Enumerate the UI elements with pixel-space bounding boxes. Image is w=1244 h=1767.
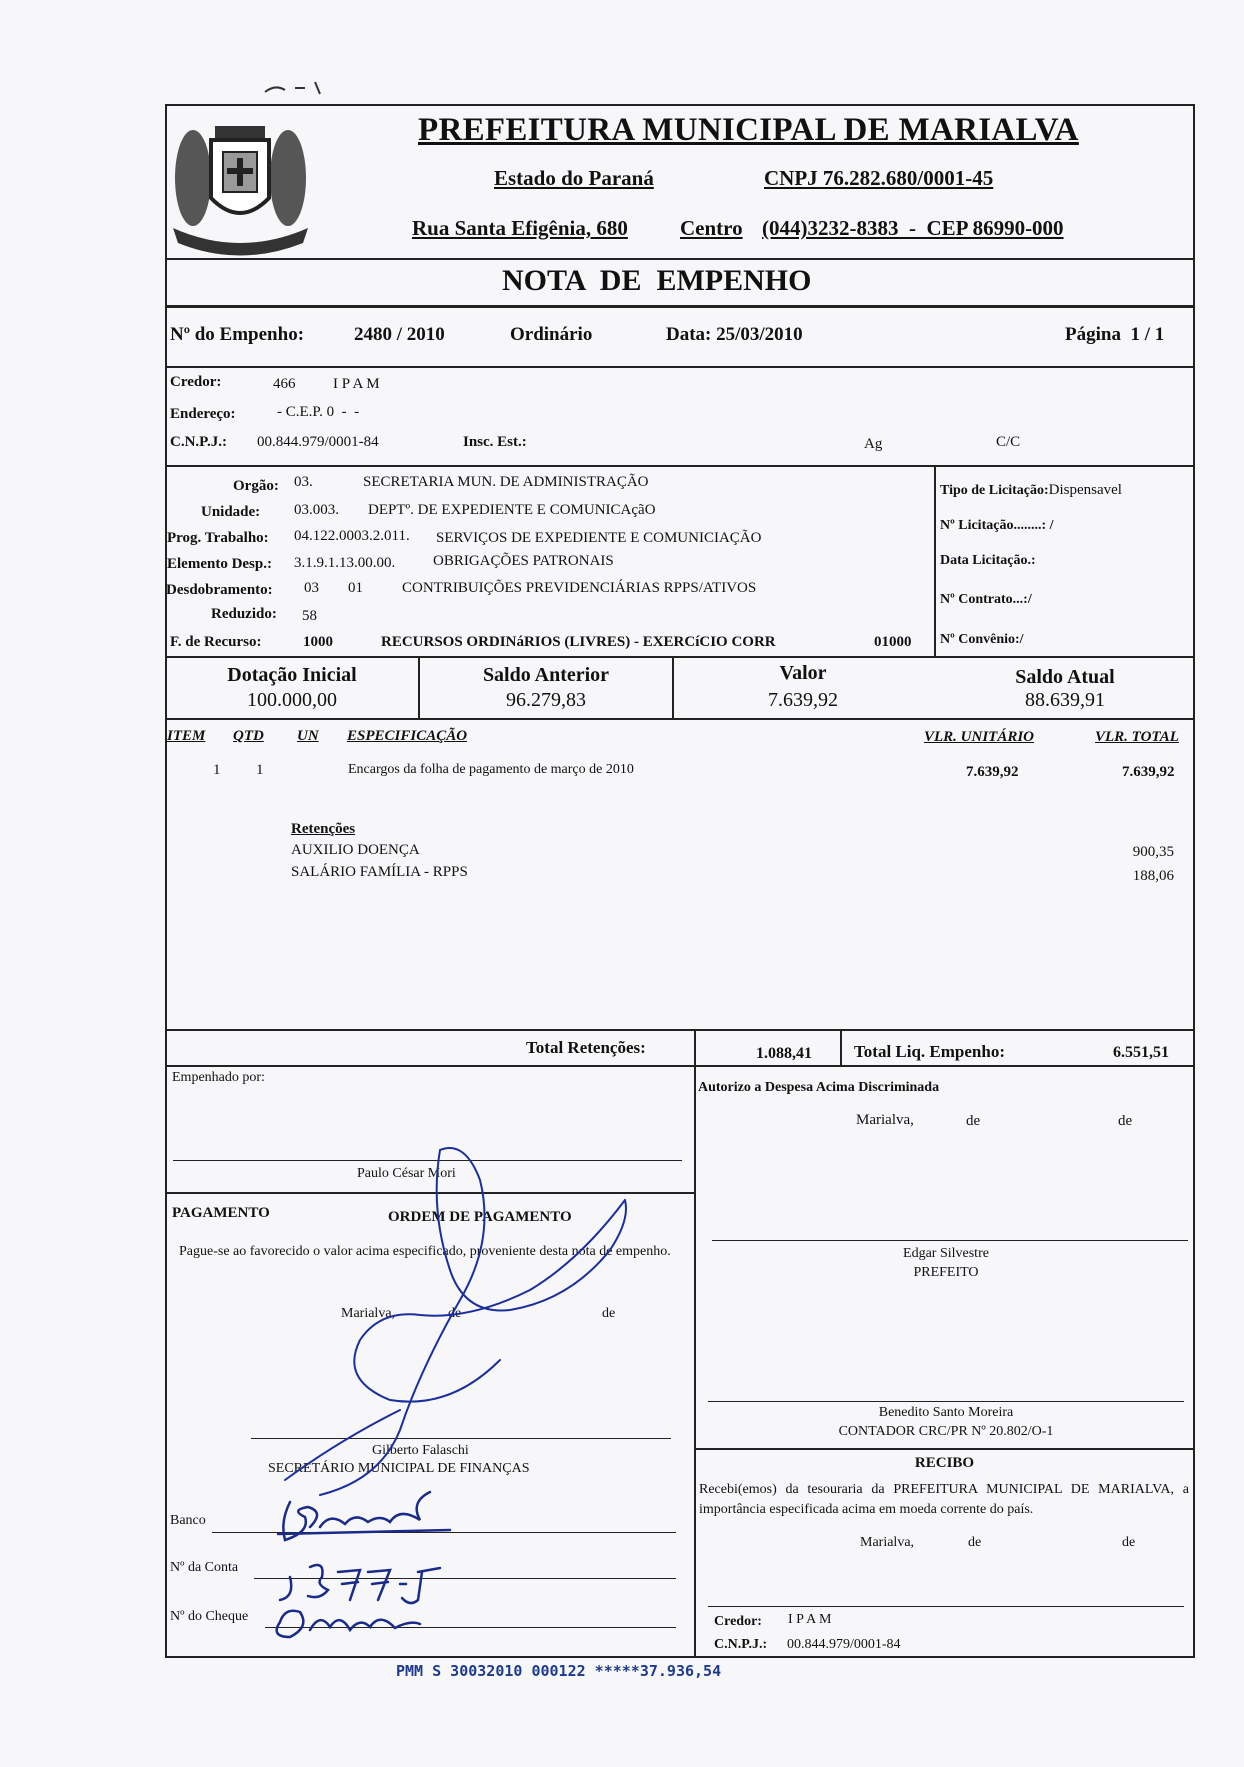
credor-code: 466 xyxy=(273,376,296,392)
insc-est-label: Insc. Est.: xyxy=(463,434,527,450)
autorizo-de-1: de xyxy=(966,1113,981,1129)
col-vlr-unitario: VLR. UNITÁRIO xyxy=(924,729,1035,745)
divider xyxy=(694,1065,696,1658)
recibo-cnpj-value: 00.844.979/0001-84 xyxy=(787,1637,901,1652)
autorizo-city: Marialva, xyxy=(856,1112,914,1128)
divider xyxy=(934,465,936,656)
divider xyxy=(840,1029,842,1065)
secretario-role: SECRETÁRIO MUNICIPAL DE FINANÇAS xyxy=(268,1461,530,1476)
recibo-title: RECIBO xyxy=(914,1455,975,1471)
coat-of-arms-logo xyxy=(163,108,318,258)
elemento-code: 3.1.9.1.13.00.00. xyxy=(294,555,396,571)
fonte-recurso-label: F. de Recurso: xyxy=(170,634,262,650)
recibo-credor-label: Credor: xyxy=(714,1614,762,1629)
contador-name: Benedito Santo Moreira xyxy=(878,1405,1014,1420)
col-qtd: QTD xyxy=(233,728,264,744)
elemento-label: Elemento Desp.: xyxy=(167,556,272,572)
col-un: UN xyxy=(297,728,319,744)
contador-role: CONTADOR CRC/PR Nº 20.802/O-1 xyxy=(838,1424,1054,1439)
scan-mark xyxy=(260,78,330,100)
retencao-value: 188,06 xyxy=(1132,868,1174,884)
prefeito-role: PREFEITO xyxy=(913,1265,979,1280)
doc-title: NOTA DE EMPENHO xyxy=(502,264,812,297)
pagamento-label: PAGAMENTO xyxy=(172,1205,270,1221)
pagamento-de-2: de xyxy=(602,1306,616,1321)
pagamento-de-1: de xyxy=(448,1306,462,1321)
empenho-type: Ordinário xyxy=(510,324,593,345)
autorizo-de-2: de xyxy=(1118,1113,1133,1129)
header-state: Estado do Paraná xyxy=(494,166,654,190)
unidade-name: DEPTº. DE EXPEDIENTE E COMUNICAçãO xyxy=(368,502,656,518)
total-liquido-value: 6.551,51 xyxy=(1113,1044,1169,1061)
cheque-label: Nº do Cheque xyxy=(170,1609,249,1624)
ordem-pagamento-title: ORDEM DE PAGAMENTO xyxy=(388,1209,572,1225)
divider xyxy=(165,305,1195,308)
retencao-value: 900,35 xyxy=(1132,844,1174,860)
signature-line xyxy=(712,1240,1188,1241)
endereco-label: Endereço: xyxy=(170,406,236,422)
recibo-text: Recebi(emos) da tesouraria da PREFEITURA MUNICIPAL DE MARIALVA, a importância especificada acima em moeda corrente do país. xyxy=(699,1482,1189,1517)
numero-convenio: Nº Convênio:/ xyxy=(940,632,1024,647)
data-licitacao: Data Licitação.: xyxy=(940,553,1036,568)
prog-trabalho-label: Prog. Trabalho: xyxy=(167,530,269,546)
header-title: PREFEITURA MUNICIPAL DE MARIALVA xyxy=(418,112,1079,148)
valor-value: 7.639,92 xyxy=(768,689,838,711)
conta-label: Nº da Conta xyxy=(170,1560,239,1575)
divider xyxy=(165,718,1195,720)
divider xyxy=(694,1448,1195,1450)
cnpj-label: C.N.P.J.: xyxy=(170,434,227,450)
desdobramento-name: CONTRIBUIÇÕES PREVIDENCIÁRIAS RPPS/ATIVOS xyxy=(402,580,757,596)
recibo-de-1: de xyxy=(968,1535,982,1550)
retencoes-title: Retenções xyxy=(291,821,356,837)
divider xyxy=(165,1065,1195,1067)
account-label: C/C xyxy=(996,434,1021,450)
item-unit-value: 7.639,92 xyxy=(966,764,1019,780)
saldo-atual-value: 88.639,91 xyxy=(1025,689,1105,711)
signature-line xyxy=(708,1606,1184,1607)
desdobramento-code-2: 01 xyxy=(348,580,363,596)
saldo-anterior-value: 96.279,83 xyxy=(506,689,586,711)
total-liquido-label: Total Liq. Empenho: xyxy=(854,1042,1005,1061)
agency-label: Ag xyxy=(864,436,883,452)
header-address: Rua Santa Efigênia, 680 xyxy=(412,216,628,240)
col-item: ITEM xyxy=(167,728,206,744)
col-especificacao: ESPECIFICAÇÃO xyxy=(347,728,468,744)
reduzido-label: Reduzido: xyxy=(211,606,277,622)
header-phone-cep: (044)3232-8383 - CEP 86990-000 xyxy=(762,216,1064,240)
prog-trabalho-code: 04.122.0003.2.011. xyxy=(294,528,410,544)
item-qtd: 1 xyxy=(256,762,264,778)
divider xyxy=(165,1029,1195,1031)
autorizo-label: Autorizo a Despesa Acima Discriminada xyxy=(698,1080,940,1095)
total-retencoes-value: 1.088,41 xyxy=(756,1045,812,1062)
dotacao-inicial-label: Dotação Inicial xyxy=(227,664,357,686)
divider xyxy=(165,366,1195,368)
orgao-label: Orgão: xyxy=(233,478,279,494)
credor-name: I P A M xyxy=(333,376,380,392)
divider xyxy=(165,258,1195,260)
fonte-recurso-name: RECURSOS ORDINáRIOS (LIVRES) - EXERCíCIO CORR xyxy=(381,634,776,650)
bank-stamp: PMM S 30032010 000122 *****37.936,54 xyxy=(396,1662,722,1680)
saldo-anterior-label: Saldo Anterior xyxy=(482,664,610,686)
divider xyxy=(165,656,1195,658)
unidade-code: 03.003. xyxy=(294,502,339,518)
header-district: Centro xyxy=(680,216,743,240)
reduzido-value: 58 xyxy=(302,608,317,624)
empenho-date: Data: 25/03/2010 xyxy=(666,324,803,345)
credor-label: Credor: xyxy=(170,374,222,390)
pagamento-text: Pague-se ao favorecido o valor acima especificado, proveniente desta nota de empenho. xyxy=(179,1244,671,1259)
divider xyxy=(165,465,1195,467)
col-vlr-total: VLR. TOTAL xyxy=(1095,729,1179,745)
cnpj-value: 00.844.979/0001-84 xyxy=(257,434,379,450)
endereco-value: - C.E.P. 0 - - xyxy=(277,404,360,420)
orgao-name: SECRETARIA MUN. DE ADMINISTRAÇÃO xyxy=(363,474,649,490)
numero-contrato: Nº Contrato...:/ xyxy=(940,592,1032,607)
total-retencoes-label: Total Retenções: xyxy=(526,1038,646,1057)
empenhado-signer: Paulo César Mori xyxy=(357,1166,456,1181)
secretario-name: Gilberto Falaschi xyxy=(372,1443,469,1458)
recibo-de-2: de xyxy=(1122,1535,1136,1550)
saldo-atual-label: Saldo Atual xyxy=(1015,666,1115,688)
numero-licitacao: Nº Licitação........: / xyxy=(940,518,1054,533)
item-description: Encargos da folha de pagamento de março de 2010 xyxy=(348,762,634,777)
desdobramento-label: Desdobramento: xyxy=(166,582,273,598)
tipo-licitacao: Tipo de Licitação:Dispensavel xyxy=(940,482,1122,498)
elemento-name: OBRIGAÇÕES PATRONAIS xyxy=(433,553,614,569)
dotacao-inicial-value: 100.000,00 xyxy=(247,689,337,711)
signature-line xyxy=(708,1401,1184,1402)
signature-scribble xyxy=(280,1140,680,1500)
empenho-number-label: Nº do Empenho: xyxy=(170,324,305,345)
recibo-city: Marialva, xyxy=(860,1535,915,1550)
empenhado-label: Empenhado por: xyxy=(172,1070,265,1085)
fonte-recurso-code: 1000 xyxy=(303,634,333,650)
banco-label: Banco xyxy=(170,1513,206,1528)
page-number: Página 1 / 1 xyxy=(1065,324,1165,345)
prefeito-name: Edgar Silvestre xyxy=(903,1246,989,1261)
empenho-number: 2480 / 2010 xyxy=(354,324,445,345)
orgao-code: 03. xyxy=(294,474,313,490)
retencao-name: SALÁRIO FAMÍLIA - RPPS xyxy=(291,864,468,880)
desdobramento-code-1: 03 xyxy=(304,580,319,596)
fonte-recurso-code-2: 01000 xyxy=(874,634,912,650)
recibo-cnpj-label: C.N.P.J.: xyxy=(714,1637,768,1652)
retencao-name: AUXILIO DOENÇA xyxy=(291,842,420,858)
valor-label: Valor xyxy=(779,662,827,684)
divider xyxy=(694,1029,696,1065)
item-total-value: 7.639,92 xyxy=(1122,764,1175,780)
prog-trabalho-name: SERVIÇOS DE EXPEDIENTE E COMUNICIAÇÃO xyxy=(436,530,762,546)
item-number: 1 xyxy=(213,762,221,778)
unidade-label: Unidade: xyxy=(201,504,261,520)
pagamento-city: Marialva, xyxy=(341,1306,396,1321)
recibo-credor-value: I P A M xyxy=(788,1612,832,1627)
header-cnpj: CNPJ 76.282.680/0001-45 xyxy=(764,166,994,190)
